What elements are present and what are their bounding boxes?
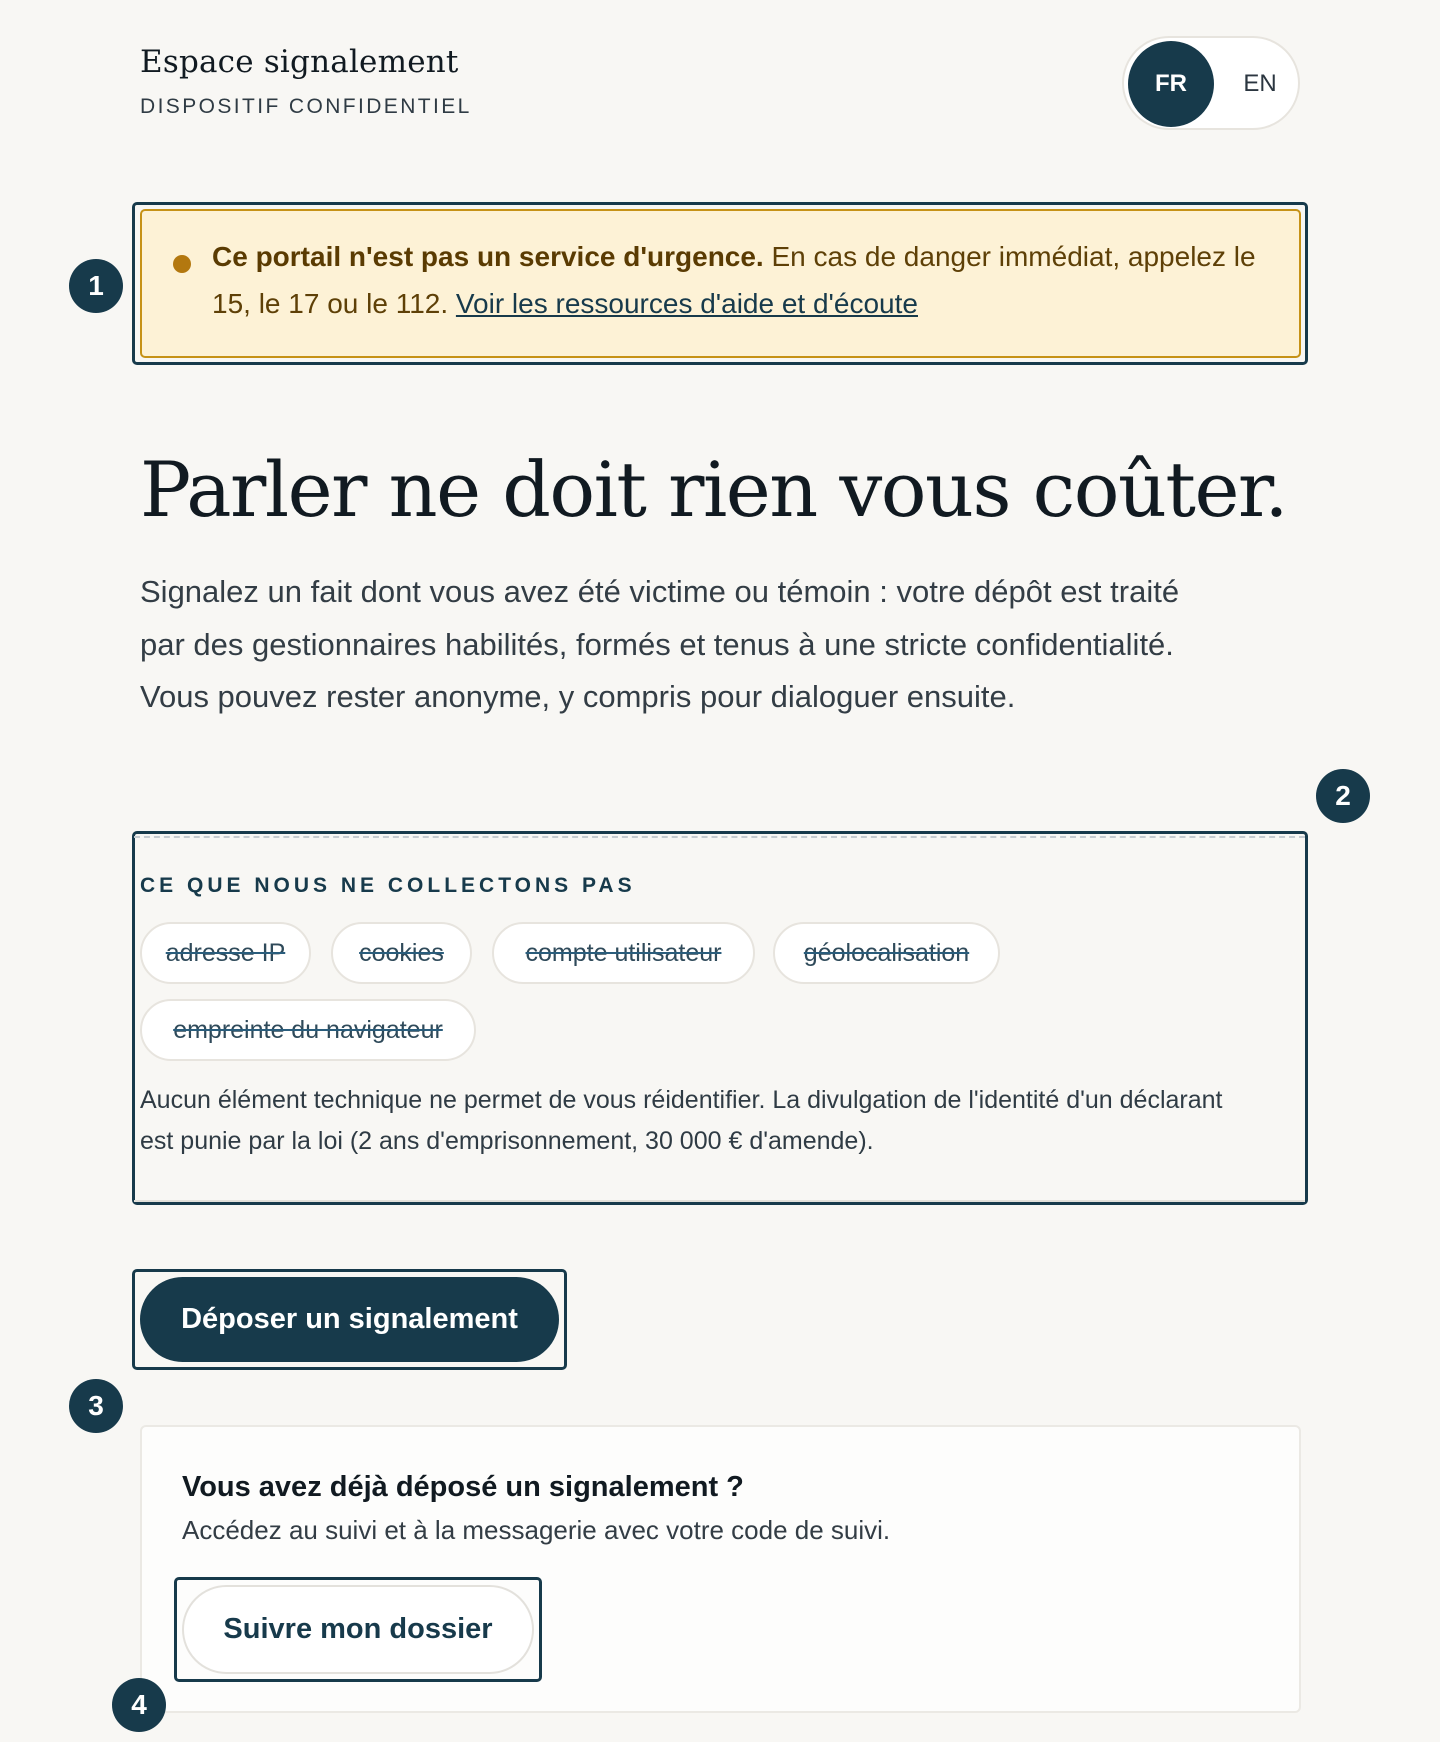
annotation-marker-2: 2 xyxy=(1316,769,1370,823)
annotation-marker-3: 3 xyxy=(69,1379,123,1433)
language-switcher xyxy=(1122,36,1300,130)
privacy-section-title: CE QUE NOUS NE COLLECTONS PAS xyxy=(140,874,636,897)
chip-user-account: compte utilisateur xyxy=(492,922,755,984)
chip-cookies: cookies xyxy=(331,922,472,984)
follow-up-description: Accédez au suivi et à la messagerie avec votre code de suivi. xyxy=(182,1515,891,1545)
alert-dot-icon xyxy=(173,255,191,273)
submit-report-button[interactable]: Déposer un signalement xyxy=(140,1277,559,1362)
annotation-marker-1: 1 xyxy=(69,259,123,313)
page-title: Parler ne doit rien vous coûter. xyxy=(140,445,1288,534)
language-option-fr[interactable]: FR xyxy=(1128,41,1214,127)
privacy-legal-note: Aucun élément technique ne permet de vous réidentifier. La divulgation de l'identité d'un déclarant est punie par la loi (2 ans d'emprisonnement, 30 000 € d'amende). xyxy=(140,1086,1223,1155)
chip-geolocation: géolocalisation xyxy=(773,922,1000,984)
site-subtitle: DISPOSITIF CONFIDENTIEL xyxy=(140,95,472,118)
site-title: Espace signalement xyxy=(140,44,459,80)
language-option-en[interactable]: EN xyxy=(1243,70,1277,97)
help-resources-link[interactable]: Voir les ressources d'aide et d'écoute xyxy=(455,288,918,319)
intro-paragraph: Signalez un fait dont vous avez été victime ou témoin : votre dépôt est traité par des gestionnaires habilités, formés et tenus à une stricte confidentialité. Vous pouvez rester anonyme, y compris pour dialoguer ensuite. xyxy=(140,574,1180,714)
alert-message xyxy=(212,233,1282,327)
chip-ip-address: adresse IP xyxy=(140,922,311,984)
alert-strong-text: Ce portail n'est pas un service d'urgence. xyxy=(212,241,764,272)
chip-browser-fingerprint: empreinte du navigateur xyxy=(140,999,476,1061)
emergency-alert xyxy=(140,209,1301,358)
follow-up-title: Vous avez déjà déposé un signalement ? xyxy=(182,1471,744,1503)
alert-body-text: En cas de danger immédiat, appelez le 15, le 17 ou le 112. xyxy=(212,241,1256,319)
track-case-button[interactable]: Suivre mon dossier xyxy=(182,1585,534,1674)
annotation-marker-4: 4 xyxy=(112,1678,166,1732)
